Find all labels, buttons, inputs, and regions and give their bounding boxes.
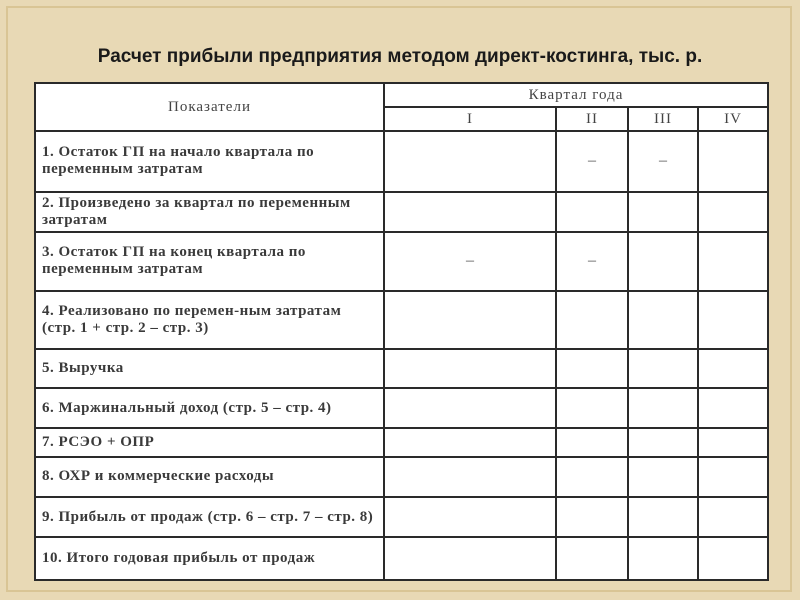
- row-label: 5. Выручка: [35, 349, 384, 387]
- table-row: [35, 497, 768, 537]
- row-label: 10. Итого годовая прибыль от продаж: [35, 537, 384, 580]
- cell-q4: [698, 232, 768, 291]
- cell-q1: [384, 428, 556, 456]
- cell-q3: –: [628, 131, 698, 192]
- cell-q1: [384, 497, 556, 537]
- row-label: 7. РСЭО + ОПР: [35, 428, 384, 456]
- cell-q3: [628, 291, 698, 350]
- slide-title: Расчет прибыли предприятия методом директ-костинга, тыс. р.: [97, 46, 703, 67]
- cell-q4: [698, 497, 768, 537]
- cell-q4: [698, 428, 768, 456]
- row-label: 4. Реализовано по перемен-ным затратам (стр. 1 + стр. 2 – стр. 3): [35, 291, 384, 350]
- cell-q3: [628, 497, 698, 537]
- row-label: 2. Произведено за квартал по переменным затратам: [35, 192, 384, 232]
- cell-q3: [628, 537, 698, 580]
- row-label: 6. Маржинальный доход (стр. 5 – стр. 4): [35, 388, 384, 428]
- cell-q4: [698, 131, 768, 192]
- header-quarter-4: IV: [698, 107, 768, 131]
- cell-q1: [384, 291, 556, 350]
- table-row: [35, 131, 768, 192]
- table-row: [35, 388, 768, 428]
- cell-q4: [698, 457, 768, 497]
- table-row: [35, 457, 768, 497]
- cell-q2: [556, 428, 628, 456]
- cell-q1: [384, 349, 556, 387]
- table-row: [35, 537, 768, 580]
- header-quarter-2: II: [556, 107, 628, 131]
- cell-q2: –: [556, 232, 628, 291]
- cell-q2: [556, 349, 628, 387]
- cell-q3: [628, 428, 698, 456]
- cell-q1: [384, 131, 556, 192]
- cell-q1: [384, 192, 556, 232]
- cell-q4: [698, 537, 768, 580]
- cell-q3: [628, 349, 698, 387]
- row-label: 3. Остаток ГП на конец квартала по переменным затратам: [35, 232, 384, 291]
- table-row: [35, 192, 768, 232]
- cell-q2: [556, 192, 628, 232]
- header-indicators: Показатели: [35, 83, 384, 131]
- cell-q3: [628, 192, 698, 232]
- header-quarter-3: III: [628, 107, 698, 131]
- table-row: [35, 349, 768, 387]
- table-row: [35, 232, 768, 291]
- cell-q4: [698, 349, 768, 387]
- cell-q3: [628, 388, 698, 428]
- table-sheet: [34, 82, 767, 581]
- cell-q2: [556, 457, 628, 497]
- cell-q1: –: [384, 232, 556, 291]
- row-label: 1. Остаток ГП на начало квартала по переменным затратам: [35, 131, 384, 192]
- cell-q2: [556, 388, 628, 428]
- cell-q1: [384, 388, 556, 428]
- table-row: [35, 291, 768, 350]
- table-row: [35, 428, 768, 456]
- cell-q1: [384, 537, 556, 580]
- row-label: 9. Прибыль от продаж (стр. 6 – стр. 7 – стр. 8): [35, 497, 384, 537]
- cell-q2: [556, 497, 628, 537]
- cell-q4: [698, 291, 768, 350]
- header-quarter-1: I: [384, 107, 556, 131]
- cell-q2: –: [556, 131, 628, 192]
- cell-q4: [698, 192, 768, 232]
- cell-q3: [628, 457, 698, 497]
- header-quarter: Квартал года: [384, 83, 768, 107]
- cell-q4: [698, 388, 768, 428]
- cell-q2: [556, 537, 628, 580]
- cell-q2: [556, 291, 628, 350]
- cell-q1: [384, 457, 556, 497]
- row-label: 8. ОХР и коммерческие расходы: [35, 457, 384, 497]
- profit-table: [34, 82, 769, 581]
- cell-q3: [628, 232, 698, 291]
